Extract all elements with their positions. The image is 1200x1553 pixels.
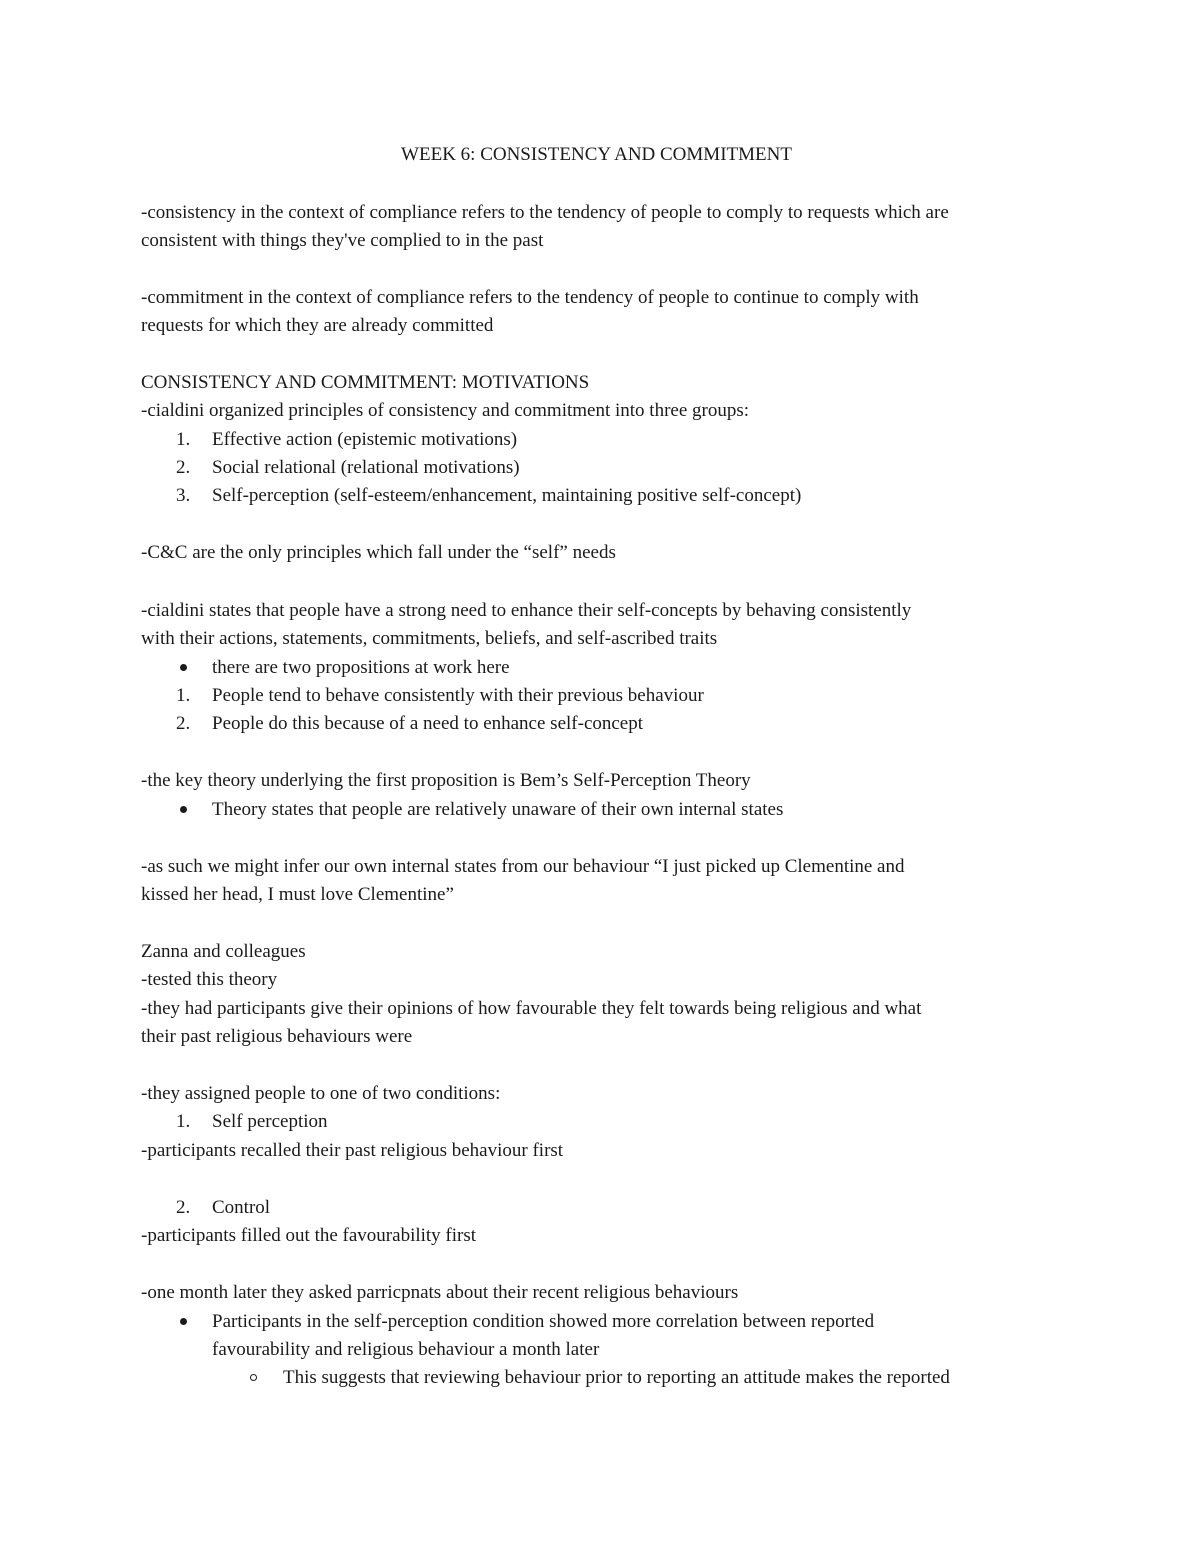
list-number: 2. (176, 713, 191, 734)
page-title: WEEK 6: CONSISTENCY AND COMMITMENT (401, 144, 792, 165)
list-item: Self-perception (self-esteem/enhancement, maintaining positive self-concept) (212, 485, 802, 506)
bullet-item: there are two propositions at work here (212, 657, 510, 678)
list-item: People tend to behave consistently with their previous behaviour (212, 685, 704, 706)
paragraph-one-month: -one month later they asked parricpnats about their recent religious behaviours (141, 1282, 739, 1303)
paragraph-infer-line-1: -as such we might infer our own internal states from our behaviour “I just picked up Clementine and (141, 856, 905, 877)
list-number: 2. (176, 1197, 191, 1218)
list-item: Social relational (relational motivations) (212, 457, 520, 478)
paragraph-groups-intro: -cialdini organized principles of consistency and commitment into three groups: (141, 400, 750, 421)
condition-description: -participants filled out the favourability first (141, 1225, 477, 1246)
sub-bullet-item: This suggests that reviewing behaviour prior to reporting an attitude makes the reported (283, 1367, 950, 1388)
list-item: Effective action (epistemic motivations) (212, 429, 518, 450)
paragraph-conditions: -they assigned people to one of two conditions: (141, 1083, 501, 1104)
list-number: 2. (176, 457, 191, 478)
bullet-icon (180, 1318, 187, 1325)
paragraph-consistency-line-1: -consistency in the context of compliance refers to the tendency of people to comply to requests which are (141, 202, 949, 223)
section-heading: CONSISTENCY AND COMMITMENT: MOTIVATIONS (141, 372, 590, 393)
list-number: 1. (176, 1111, 191, 1132)
list-number: 1. (176, 429, 191, 450)
paragraph-cialdini-line-2: with their actions, statements, commitments, beliefs, and self-ascribed traits (141, 628, 718, 649)
condition-description: -participants recalled their past religious behaviour first (141, 1140, 564, 1161)
list-item: Control (212, 1197, 271, 1218)
zanna-line: -tested this theory (141, 969, 278, 990)
paragraph-infer-line-2: kissed her head, I must love Clementine” (141, 884, 454, 905)
paragraph-self-needs: -C&C are the only principles which fall under the “self” needs (141, 542, 616, 563)
bullet-item: Theory states that people are relatively unaware of their own internal states (212, 799, 784, 820)
bullet-icon (180, 664, 187, 671)
bullet-item-continuation: favourability and religious behaviour a month later (212, 1339, 600, 1360)
zanna-heading: Zanna and colleagues (141, 941, 306, 962)
list-item: People do this because of a need to enhance self-concept (212, 713, 644, 734)
list-number: 1. (176, 685, 191, 706)
paragraph-consistency-line-2: consistent with things they've complied to in the past (141, 230, 544, 251)
paragraph-commitment-line-2: requests for which they are already committed (141, 315, 494, 336)
paragraph-key-theory: -the key theory underlying the first proposition is Bem’s Self-Perception Theory (141, 770, 751, 791)
list-item: Self perception (212, 1111, 328, 1132)
zanna-line: their past religious behaviours were (141, 1026, 413, 1047)
hollow-bullet-icon (250, 1374, 257, 1381)
paragraph-cialdini-line-1: -cialdini states that people have a strong need to enhance their self-concepts by behaving consistently (141, 600, 912, 621)
bullet-icon (180, 806, 187, 813)
paragraph-commitment-line-1: -commitment in the context of compliance refers to the tendency of people to continue to comply with (141, 287, 919, 308)
bullet-item: Participants in the self-perception condition showed more correlation between reported (212, 1311, 875, 1332)
zanna-line: -they had participants give their opinions of how favourable they felt towards being religious and what (141, 998, 922, 1019)
list-number: 3. (176, 485, 191, 506)
